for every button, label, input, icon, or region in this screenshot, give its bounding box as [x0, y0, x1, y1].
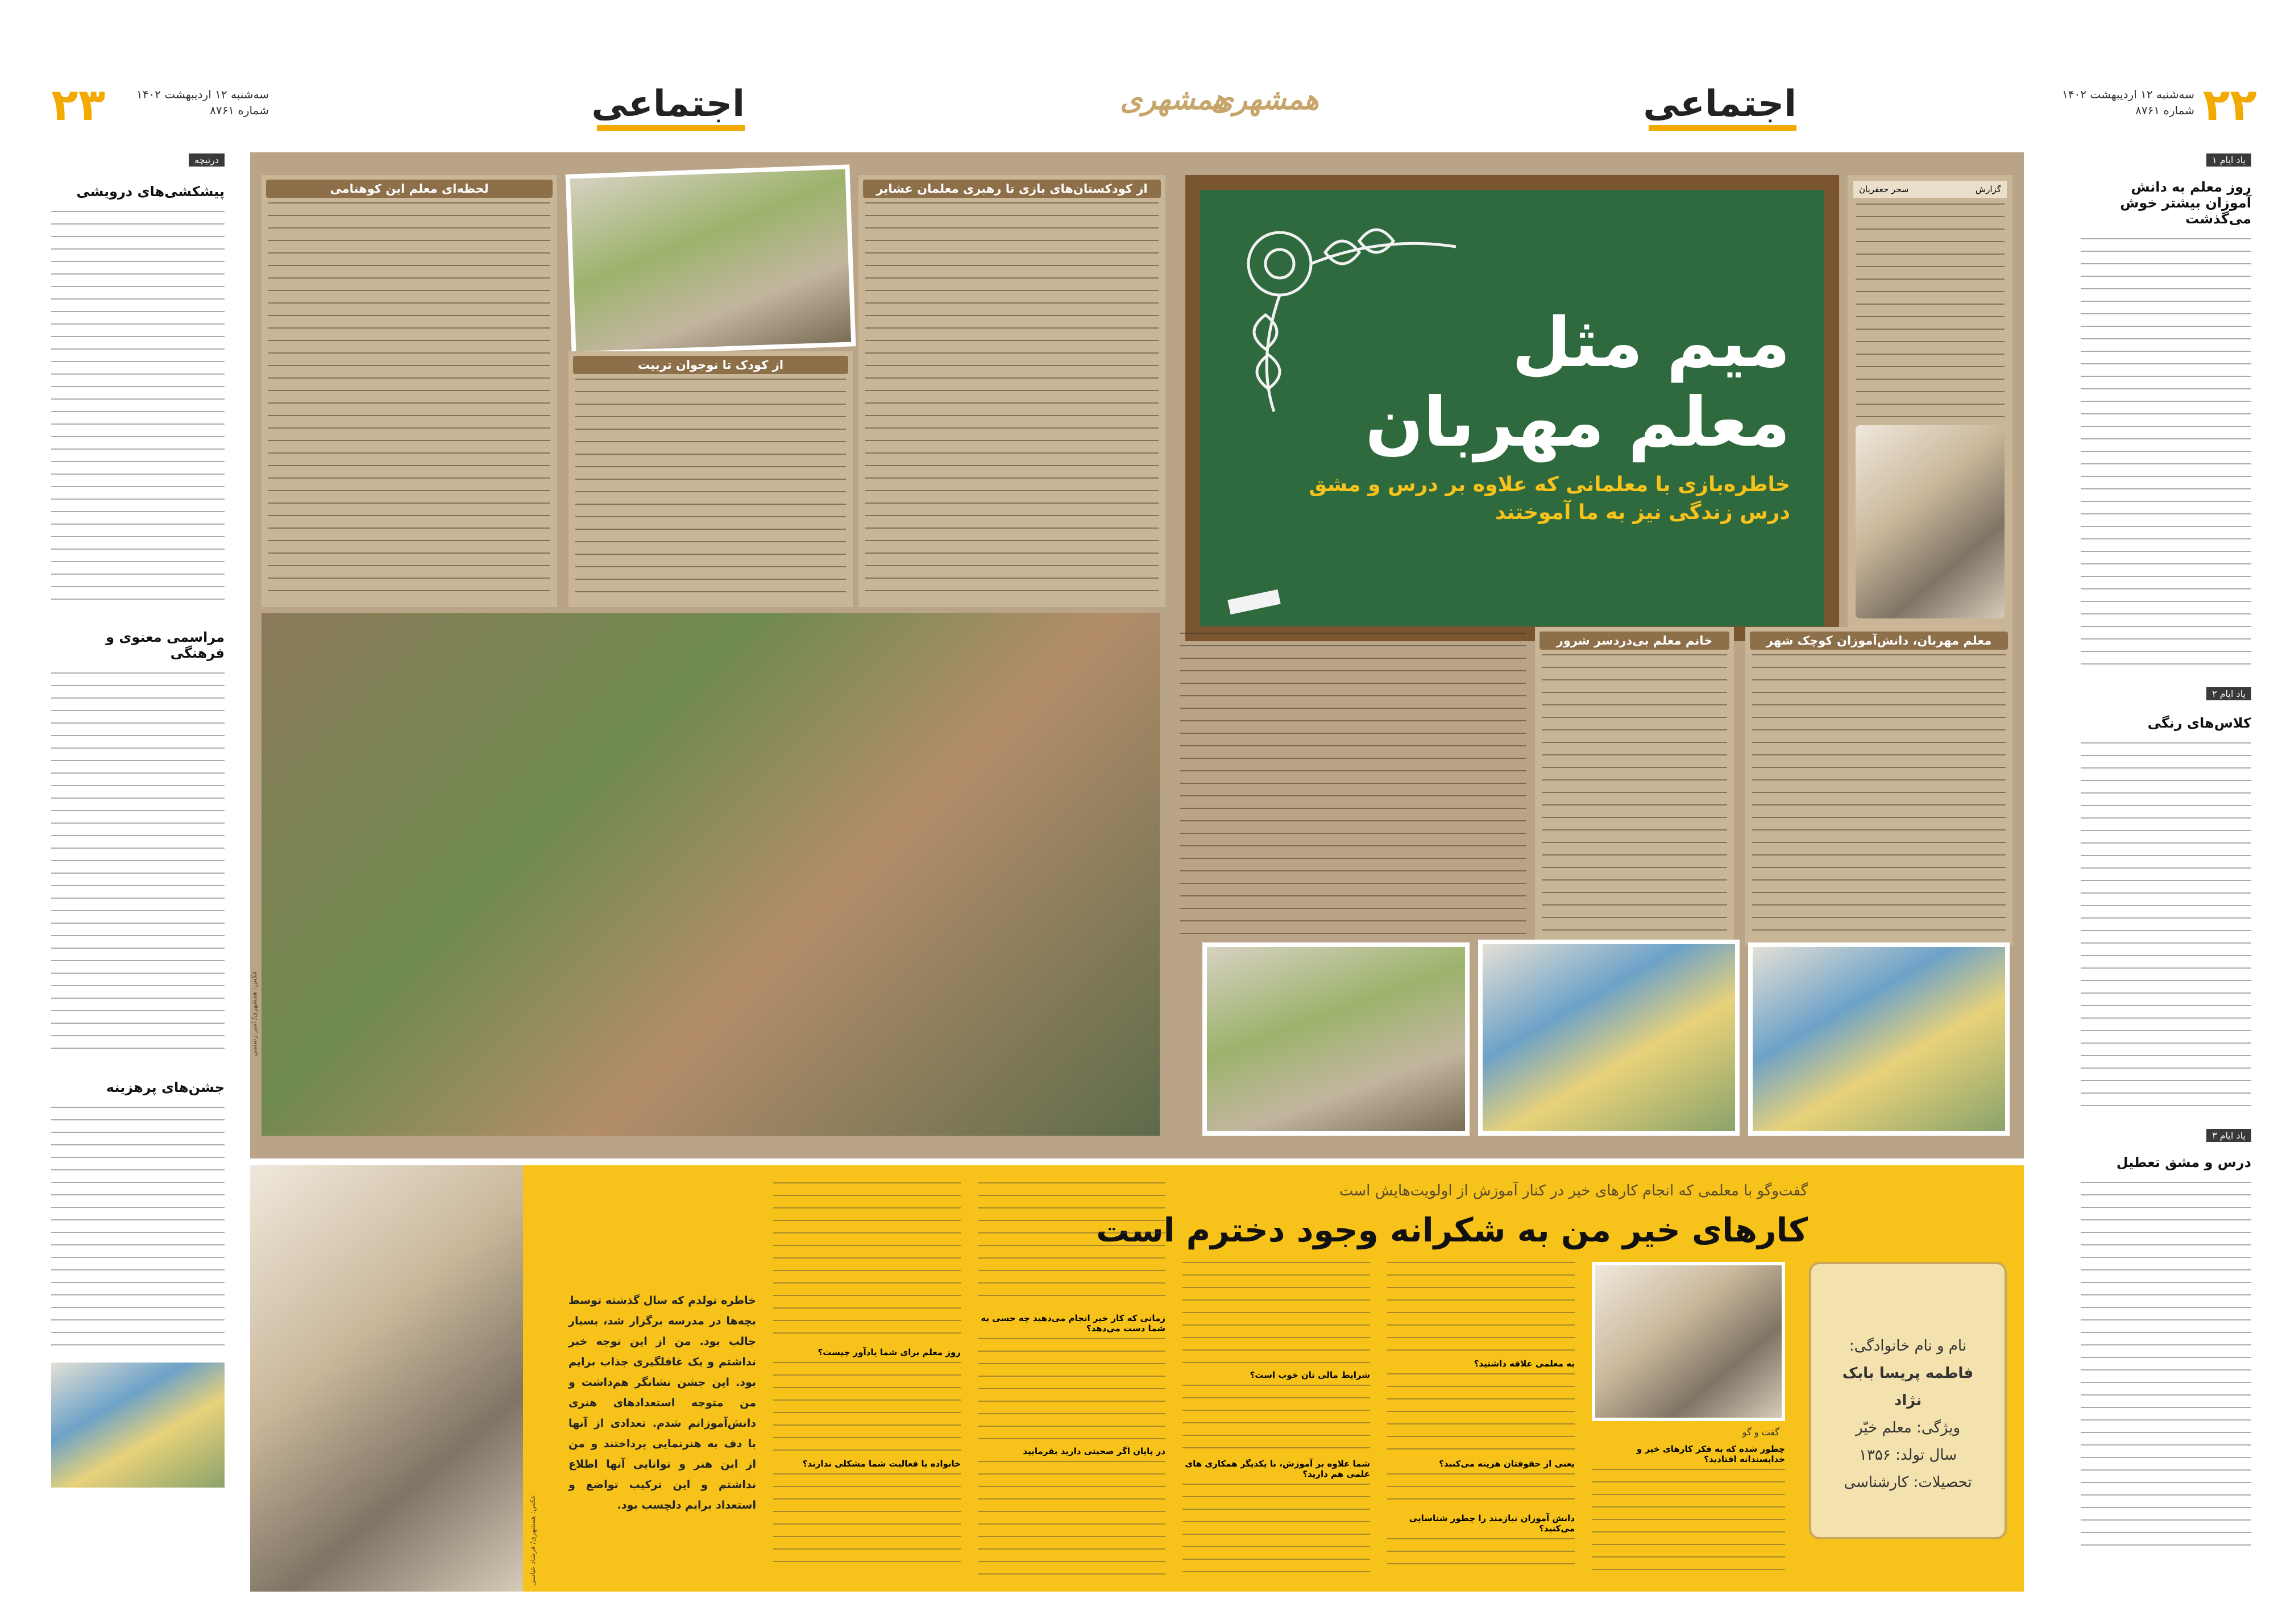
interview-credit: گفت و گو	[1742, 1427, 1779, 1438]
author-name: سحر جعفریان	[1859, 184, 1909, 194]
interview-col-2	[1387, 1262, 1575, 1580]
left-date	[136, 86, 269, 118]
left-section-header	[591, 83, 745, 131]
right-date-text: سه‌شنبه ۱۲ اردیبهشت ۱۴۰۲	[2062, 88, 2194, 101]
report-body-text	[1856, 203, 2005, 420]
box1-title: معلم مهربان، دانش‌آموزان کوچک شهر	[1750, 632, 2008, 650]
right-sidebar-body-1	[2081, 238, 2251, 670]
left-section-underline	[597, 125, 745, 131]
right-section-header	[1643, 83, 1796, 131]
box3	[858, 175, 1165, 607]
right-sidebar-body-2	[2081, 742, 2251, 1112]
author-bar	[1853, 181, 2007, 198]
right-sidebar-title-3: درس و مشق تعطیل	[2116, 1154, 2251, 1170]
interview-title: کارهای خیر من به شکرانه وجود دخترم است	[1096, 1211, 1808, 1249]
interview-col-3	[1182, 1262, 1370, 1580]
profile-line-5: تحصیلات: کارشناسی	[1844, 1474, 1972, 1491]
classroom-photo-3	[1202, 942, 1470, 1136]
a-col3	[1182, 1262, 1370, 1364]
right-sidebar-tag-2: یاد ایام ۲	[2206, 687, 2251, 700]
right-sidebar-title-2: کلاس‌های رنگی	[2147, 715, 2251, 731]
interview-col-4	[978, 1182, 1165, 1580]
right-sidebar-tag-1: یاد ایام ۱	[2206, 153, 2251, 167]
left-date-text: سه‌شنبه ۱۲ اردیبهشت ۱۴۰۲	[136, 88, 269, 101]
a6	[1182, 1484, 1370, 1575]
outdoor-class-large-photo	[262, 613, 1160, 1136]
chalk-eraser	[1227, 589, 1280, 614]
headline-line-2: معلم مهربان	[1365, 383, 1790, 462]
a5	[1387, 1373, 1575, 1453]
a1	[1592, 1469, 1785, 1571]
a2	[1387, 1538, 1575, 1572]
left-sidebar-title-1: پیشکشی‌های درویشی	[76, 184, 225, 200]
teacher-board-photo	[1592, 1262, 1785, 1421]
headline	[1309, 304, 1790, 524]
q5: به معلمی علاقه داشتید؟	[1474, 1359, 1575, 1369]
a9	[773, 1362, 961, 1453]
right-sidebar-body-3	[2081, 1182, 2251, 1546]
box5	[568, 351, 853, 607]
box4-title: لحظه‌ای معلم این کوهنامی	[266, 180, 553, 198]
right-sidebar-title-1: روز معلم به دانش آموزان بیشتر خوش می‌گذشت	[2120, 179, 2251, 227]
box1-text	[1752, 654, 2006, 933]
a-intro	[1387, 1262, 1575, 1353]
box2-text	[1542, 654, 1727, 933]
left-sidebar-photo	[51, 1363, 225, 1488]
left-issue-text: شماره ۸۷۶۱	[210, 103, 269, 117]
q8: زمانی که کار خیر انجام می‌دهید چه حسی به شما دست می‌دهد؟	[981, 1313, 1165, 1334]
q3: شرایط مالی تان خوب است؟	[1250, 1370, 1370, 1380]
left-sidebar-body-2	[51, 672, 225, 1059]
box3-title: از کودکستان‌های بازی تا رهبری معلمان عشایر	[863, 180, 1161, 198]
box2	[1535, 627, 1734, 945]
headline-line-1: میم مثل	[1512, 304, 1790, 383]
left-sidebar-title-3: جشن‌های پرهزینه	[106, 1079, 225, 1095]
main-feature-panel	[250, 152, 2024, 1158]
right-section-title: اجتماعی	[1643, 83, 1796, 125]
right-date	[2062, 86, 2194, 118]
photo-credit-bottom: عکس: همشهری/ فرشاد عباسی	[529, 1494, 537, 1586]
box2-title: خانم معلم بی‌دردسر شرور	[1539, 632, 1729, 650]
left-sidebar-body-1	[51, 211, 225, 609]
report-column	[1848, 175, 2012, 636]
q10: در پایان اگر صحبتی دارید بفرمایید	[1023, 1446, 1165, 1456]
q2: دانش آموزان نیازمند را چطور شناسایی می‌کنید؟	[1409, 1513, 1575, 1534]
brand-left: همشهری	[1120, 83, 1228, 116]
teacher-portrait-photo	[250, 1165, 523, 1592]
box3-text	[865, 202, 1159, 595]
subhead-line-1: خاطره‌بازی با معلمانی که علاوه بر درس و مشق	[1309, 473, 1790, 496]
right-page-number: ۲۲	[2202, 80, 2257, 131]
a3	[1182, 1385, 1370, 1453]
interview-pull-quote: خاطره تولدم که سال گذشته توسط بچه‌ها در مدرسه برگزار شد، بسیار جالب بود. من از این توجه خبر نداشتم و یک غافلگیری جذاب برایم بود. این جشن نشانگر هم‌داشت و من متوجه استعدادهای هنری دانش‌آموزانم شدم. تعدادی از آنها با دف به هنرنمایی پرداختند و من از این هنر و توانایی آنها اطلاع نداشتم و این ترکیب تواضع و استعداد برایم دلچسب بود.	[568, 1294, 756, 1511]
a8	[978, 1338, 1165, 1440]
col-narrow-text	[1180, 633, 1526, 940]
box5-text	[575, 379, 846, 595]
interview-kicker: گفت‌وگو با معلمی که انجام کارهای خیر در کنار آموزش از اولویت‌هایش است	[1339, 1182, 1808, 1199]
box1	[1745, 627, 2012, 945]
a4	[1387, 1473, 1575, 1507]
col-narrow	[1180, 627, 1526, 945]
left-sidebar-tag-1: درنیچه	[189, 153, 225, 167]
classroom-photo-2	[1478, 940, 1740, 1136]
left-sidebar	[51, 153, 225, 1592]
interview-col-5	[773, 1182, 961, 1580]
interview-section	[250, 1165, 2024, 1592]
right-issue-text: شماره ۸۷۶۱	[2135, 103, 2194, 117]
profile-line-1: نام و نام خانوادگی:	[1849, 1338, 1967, 1355]
profile-line-3: ویژگی: معلم خیّر	[1855, 1419, 1961, 1436]
classroom-photo-1	[1748, 942, 2010, 1136]
left-page-number: ۲۳	[51, 80, 106, 131]
right-sidebar-tag-3: یاد ایام ۳	[2206, 1129, 2251, 1142]
box4-text	[268, 202, 550, 595]
teacher-cartoon-illustration	[1856, 425, 2005, 618]
q4: یعنی از حقوقتان هزینه می‌کنید؟	[1439, 1459, 1575, 1469]
box5-title: از کودک تا نوجوان تربیت	[573, 356, 848, 374]
left-sidebar-body-3	[51, 1107, 225, 1345]
right-sidebar	[2081, 153, 2251, 1592]
q6: شما علاوه بر آموزش، با یکدیگر همکاری های علمی هم دارید؟	[1185, 1459, 1370, 1479]
q9: روز معلم برای شما یادآور چیست؟	[818, 1347, 961, 1357]
outdoor-class-photo-small	[566, 164, 856, 356]
right-section-underline	[1649, 125, 1796, 131]
a7	[773, 1473, 961, 1564]
profile-line-4: سال تولد: ۱۳۵۶	[1859, 1447, 1957, 1464]
brand-right: همشهری	[1211, 83, 1319, 116]
photo-credit-left: عکس: همشهری/ امیر رستمی	[250, 970, 258, 1056]
headline-blackboard	[1185, 175, 1839, 641]
profile-line-2: فاطمه پریسا بابک نژاد	[1842, 1365, 1974, 1409]
q7: خانواده با فعالیت شما مشکلی ندارند؟	[802, 1459, 961, 1469]
a10	[978, 1461, 1165, 1575]
q1: چطور شده که به فکر کارهای خیر و خداپسندانه افتادید؟	[1636, 1444, 1785, 1464]
left-section-title: اجتماعی	[591, 83, 745, 125]
report-label: گزارش	[1975, 184, 2001, 194]
box4	[262, 175, 557, 607]
a-col4	[978, 1182, 1165, 1307]
left-sidebar-title-2: مراسمی معنوی و فرهنگی	[106, 629, 225, 661]
profile-scroll-text	[1811, 1264, 2005, 1496]
subhead-line-2: درس زندگی نیز به ما آموختند	[1495, 501, 1790, 524]
profile-scroll-card	[1809, 1262, 2007, 1539]
a-col5	[773, 1182, 961, 1341]
interview-col-1	[1592, 1444, 1785, 1580]
